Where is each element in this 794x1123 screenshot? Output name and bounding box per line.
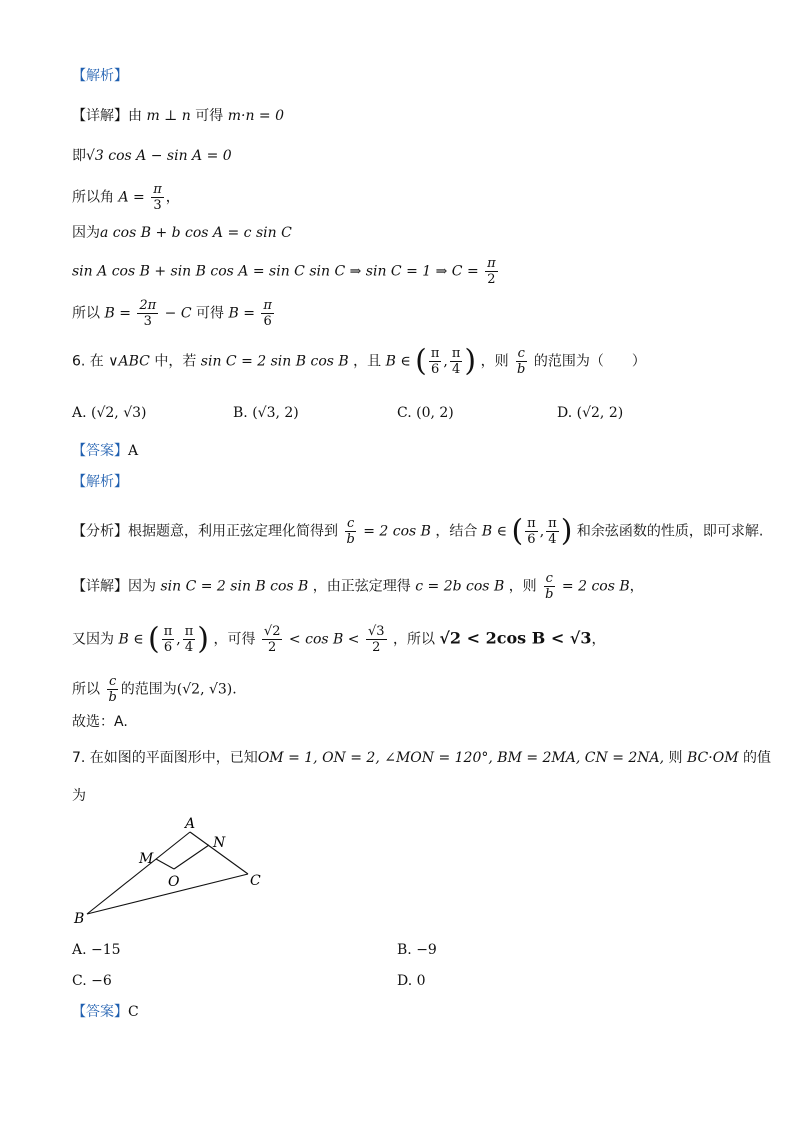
math: m ⊥ n — [146, 108, 191, 124]
math: OM = 1, ON = 2, ∠MON = 120°, BM = 2MA, CN = 2NA, — [257, 750, 665, 766]
fraction: $\frac{\pi}{6}$ — [163, 624, 173, 655]
math: ∨ABC — [108, 353, 150, 370]
label-o: O — [168, 874, 180, 890]
q6-answer — [72, 441, 138, 461]
q7-option-d[interactable] — [397, 971, 426, 991]
label-m: M — [139, 851, 154, 867]
math: a cos B + b cos A = c sin C — [100, 225, 292, 241]
text: 故选：A. — [72, 714, 128, 730]
label-daan: 【答案】 — [72, 443, 128, 459]
math: BC·OM — [687, 750, 739, 766]
fraction: $\frac{√3}{2}$ — [367, 624, 385, 655]
q6-option-a[interactable] — [72, 403, 147, 423]
fraction: $\frac{\pi}{4}$ — [184, 624, 194, 655]
q7-answer — [72, 1002, 139, 1022]
q6-option-d[interactable] — [557, 403, 623, 423]
q6-detail-2: 又因为 B ∈ ( $\frac{\pi}{6}$ , $\frac{\pi}{4}$ ) ，可得 $\frac{√2}{2}$ < cos B < $\frac{√3}{2}$ ，所以 √2 < 2cos B < √3， — [72, 621, 606, 657]
fraction: $\frac{\pi}{6}$ — [263, 298, 272, 329]
math: B ∈ — [118, 631, 144, 648]
text: 即 — [72, 148, 86, 164]
label-b: B — [74, 911, 85, 926]
option-letter: B. — [397, 942, 412, 958]
segment-mo — [156, 859, 174, 869]
option-letter: A. — [72, 405, 87, 421]
fraction: $\frac{\pi}{2}$ — [487, 256, 496, 287]
math: B ∈ — [385, 353, 411, 370]
q7-option-c[interactable] — [72, 971, 112, 991]
text: 所以角 — [72, 189, 114, 206]
option-value: (√3, 2) — [252, 405, 299, 421]
fraction: $\frac{\pi}{3}$ — [153, 182, 162, 213]
text: 因为 — [72, 225, 100, 241]
label-daan: 【答案】 — [72, 1004, 128, 1020]
text: 所以 — [72, 305, 100, 322]
math: − C — [164, 305, 192, 322]
option-letter: B. — [233, 405, 248, 421]
text: 由 — [128, 108, 142, 124]
text: 根据题意，利用正弦定理化简得到 — [128, 523, 338, 540]
text: 可得 — [196, 305, 225, 322]
text: 又因为 — [72, 631, 114, 648]
math: < cos B < — [288, 631, 360, 648]
q6-detail-3 — [72, 674, 237, 705]
q6-analysis: 【分析】根据题意，利用正弦定理化简得到 $\frac{c}{b}$ = 2 cos B ，结合 B ∈ ( $\frac{\pi}{6}$ , $\frac{\pi}{4}$ ) 和余弦函数的性质，即可求解. — [72, 513, 764, 549]
option-letter: D. — [397, 973, 413, 989]
option-letter: C. — [397, 405, 412, 421]
fraction: $\frac{c}{b}$ — [108, 674, 117, 705]
label-xiangjie: 【详解】 — [72, 578, 128, 595]
fraction: $\frac{\pi}{6}$ — [527, 516, 536, 547]
math: B = — [228, 305, 255, 322]
q6-choose — [72, 712, 128, 732]
text: 因为 — [128, 578, 156, 595]
label-n: N — [213, 835, 226, 851]
text: ，由正弦定理得 — [312, 578, 411, 595]
q6-option-c[interactable] — [397, 403, 454, 423]
text: 的范围为（ ） — [533, 353, 646, 370]
text: ， — [591, 631, 606, 648]
text: ，则 — [480, 353, 509, 370]
option-value: 0 — [416, 973, 426, 989]
math: (√2, √3) — [176, 681, 233, 698]
math: = 2 cos B — [363, 523, 431, 540]
math: = 2 cos B — [561, 578, 630, 595]
option-value: (√2, √3) — [91, 405, 147, 421]
label-jiexi: 【解析】 — [72, 68, 128, 84]
detail-line-3 — [72, 182, 180, 213]
text: 的值 — [742, 750, 771, 766]
text: ，所以 — [392, 631, 435, 648]
math: sin C = 2 sin B cos B — [200, 353, 349, 370]
math: √3 cos A − sin A = 0 — [86, 148, 232, 164]
detail-line-4 — [72, 223, 292, 243]
text: ，可得 — [213, 631, 256, 648]
text: 中，若 — [154, 353, 197, 370]
question-6-stem: 6. 在 ∨ABC 中，若 sin C = 2 sin B cos B ，且 B ∈ ( $\frac{\pi}{6}$ , $\frac{\pi}{4}$ ) ，则 $\frac{c}{b}$ 的范围为（ ） — [72, 343, 646, 379]
text: 的范围为 — [120, 681, 177, 698]
math: sin A cos B + sin B cos A = sin C sin C ⇒ sin C = 1 ⇒ C = — [72, 263, 479, 280]
text: ，结合 — [435, 523, 478, 540]
text: ， — [165, 189, 180, 206]
option-letter: C. — [72, 973, 87, 989]
math: A = — [118, 189, 145, 206]
detail-line-2 — [72, 146, 232, 166]
q6-detail-1 — [72, 571, 644, 602]
fraction: $\frac{c}{b}$ — [346, 516, 355, 547]
fraction: $\frac{2\pi}{3}$ — [139, 298, 157, 329]
text: 可得 — [195, 108, 224, 124]
text: . — [232, 681, 237, 698]
math: m·n = 0 — [227, 108, 284, 124]
label-c: C — [250, 873, 261, 889]
detail-line-1 — [72, 106, 284, 126]
fraction: $\frac{\pi}{6}$ — [430, 346, 440, 377]
q6-analysis-label — [72, 472, 128, 492]
detail-line-6 — [72, 298, 276, 329]
option-letter: A. — [72, 942, 87, 958]
text: 所以 — [72, 681, 100, 698]
option-value: −9 — [416, 942, 437, 958]
fraction: $\frac{\pi}{4}$ — [451, 346, 461, 377]
q6-option-b[interactable] — [233, 403, 299, 423]
math: √2 < 2cos B < √3 — [439, 628, 592, 648]
option-value: −6 — [91, 973, 112, 989]
question-7-stem-2 — [72, 786, 86, 806]
text: 为 — [72, 788, 86, 804]
question-7-stem — [72, 748, 771, 768]
label-xiangjie: 【详解】 — [72, 108, 128, 124]
label-fenxi: 【分析】 — [72, 523, 128, 540]
math: sin C = 2 sin B cos B — [160, 578, 309, 595]
text: ， — [629, 578, 644, 595]
text: ，则 — [508, 578, 537, 595]
q7-option-b[interactable] — [397, 940, 437, 960]
fraction: $\frac{√2}{2}$ — [263, 624, 281, 655]
text: 6. 在 — [72, 353, 104, 370]
text: 和余弦函数的性质，即可求解. — [576, 523, 764, 540]
math: B = — [104, 305, 131, 322]
answer-value: C — [128, 1004, 139, 1020]
option-letter: D. — [557, 405, 573, 421]
math: c = 2b cos B — [415, 578, 505, 595]
text: 7. 在如图的平面图形中，已知 — [72, 750, 258, 766]
fraction: $\frac{c}{b}$ — [545, 571, 554, 602]
answer-value: A — [128, 443, 139, 459]
math: B ∈ — [481, 523, 507, 540]
option-value: (√2, 2) — [576, 405, 624, 421]
q7-option-a[interactable] — [72, 940, 121, 960]
section-label-analysis — [72, 66, 128, 86]
label-a: A — [185, 816, 196, 832]
option-value: −15 — [91, 942, 121, 958]
segment-on — [174, 845, 209, 869]
option-value: (0, 2) — [416, 405, 454, 421]
text: 则 — [668, 750, 683, 766]
text: ，且 — [353, 353, 382, 370]
label-jiexi: 【解析】 — [72, 474, 128, 490]
fraction: $\frac{c}{b}$ — [517, 346, 526, 377]
geometry-figure — [70, 814, 270, 926]
fraction: $\frac{\pi}{4}$ — [548, 516, 557, 547]
detail-line-5 — [72, 256, 500, 287]
